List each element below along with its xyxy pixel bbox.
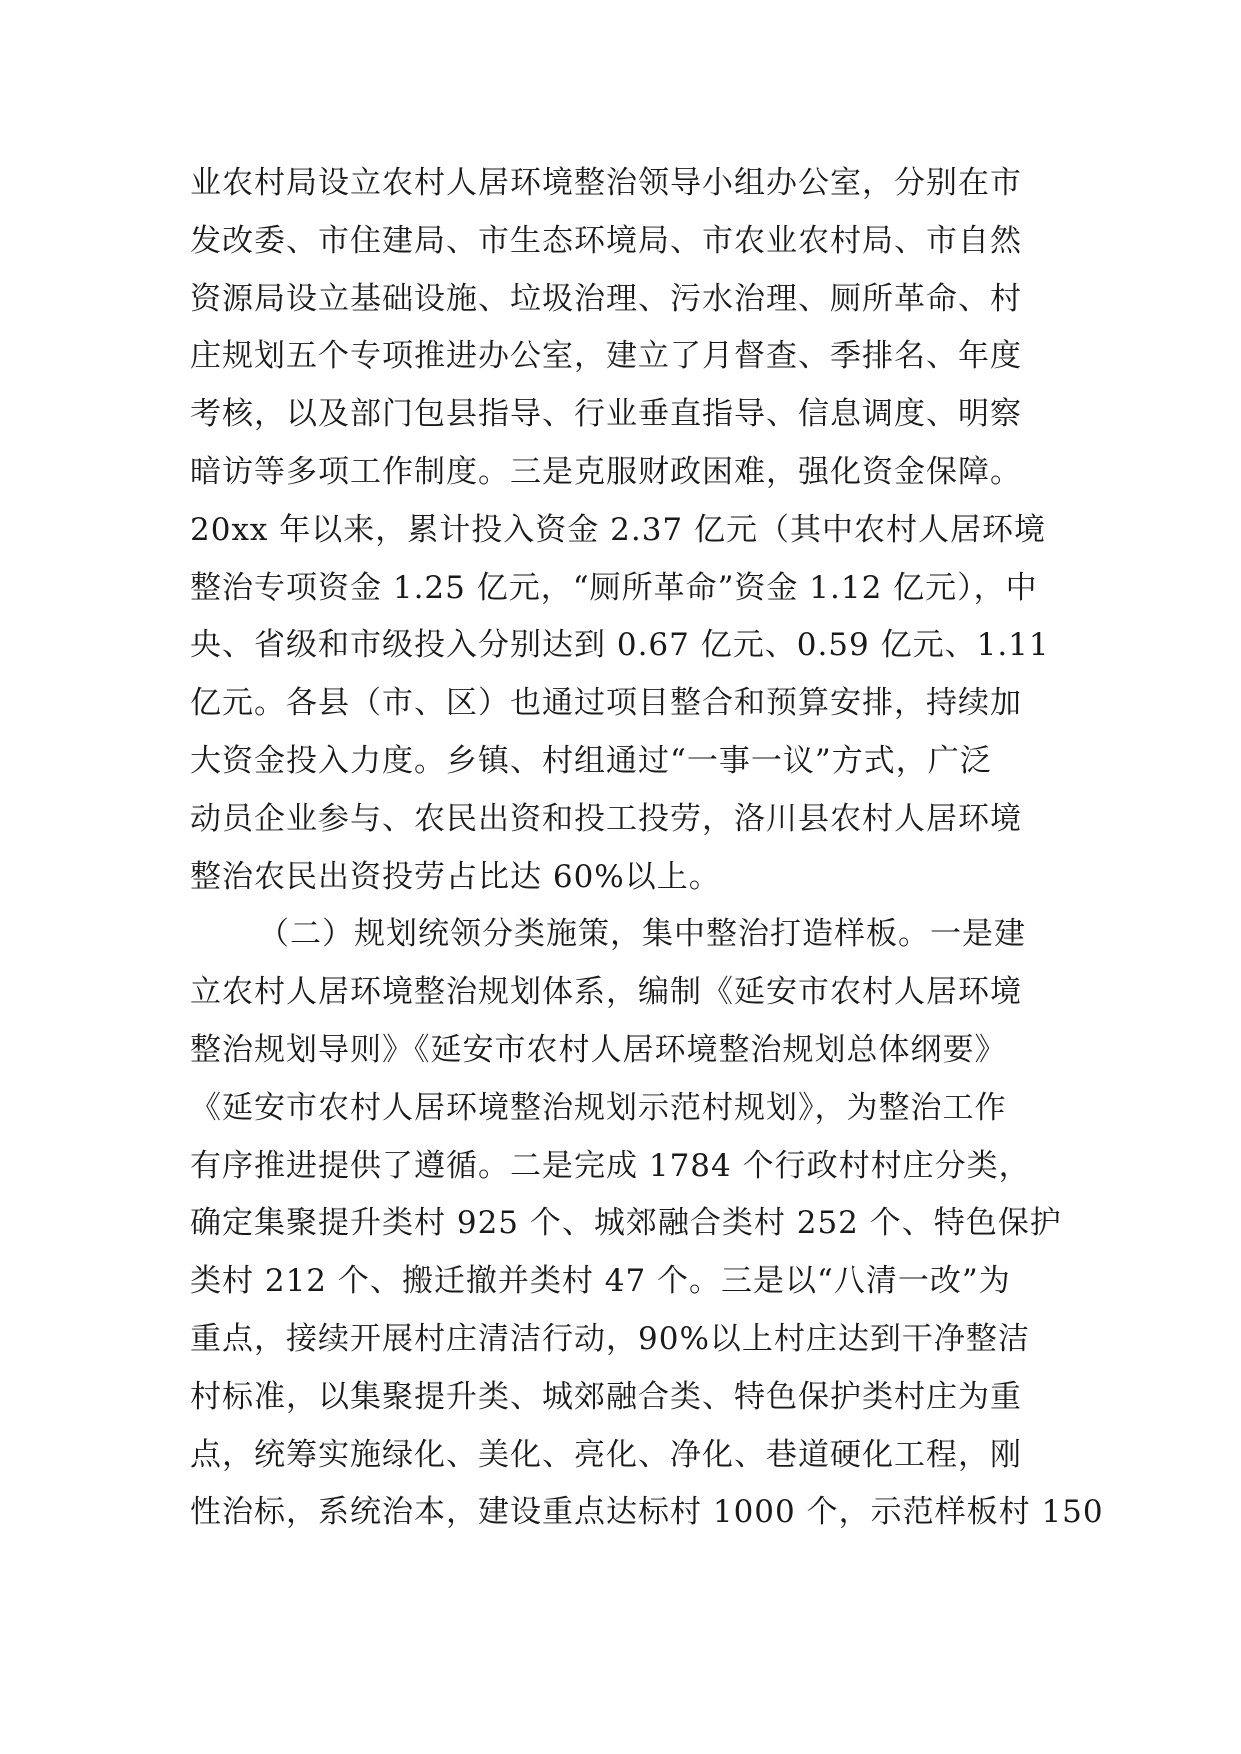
text-line: 整治专项资金 1.25 亿元，“厕所革命”资金 1.12 亿元），中 xyxy=(190,569,1038,606)
text-line: 整治规划导则》《延安市农村人居环境整治规划总体纲要》 xyxy=(190,1031,1007,1068)
text-line: 央、省级和市级投入分别达到 0.67 亿元、0.59 亿元、1.11 xyxy=(190,627,1050,664)
text-line: 业农村局设立农村人居环境整治领导小组办公室，分别在市 xyxy=(190,165,1022,201)
text-line: 点，统筹实施绿化、美化、亮化、净化、巷道硬化工程，刚 xyxy=(190,1436,1022,1473)
text-line: 暗访等多项工作制度。三是克服财政困难，强化资金保障。 xyxy=(190,453,1022,490)
text-line: 类村 212 个、搬迁撤并类村 47 个。三是以“八清一改”为 xyxy=(190,1263,1011,1300)
text-line: 重点，接续开展村庄清洁行动，90%以上村庄达到干净整洁 xyxy=(190,1320,1030,1357)
text-line: 立农村人居环境整治规划体系，编制《延安市农村人居环境 xyxy=(190,974,1022,1011)
text-line: 考核，以及部门包县指导、行业垂直指导、信息调度、明察 xyxy=(190,396,1022,433)
text-line: 《延安市农村人居环境整治规划示范村规划》，为整治工作 xyxy=(190,1089,1007,1126)
text-line: 20xx 年以来，累计投入资金 2.37 亿元（其中农村人居环境 xyxy=(190,511,1046,548)
text-line: 性治标，系统治本，建设重点达标村 1000 个，示范样板村 150 xyxy=(190,1494,1104,1531)
body-text xyxy=(190,155,1104,1542)
text-line: 整治农民出资投劳占比达 60%以上。 xyxy=(190,858,721,895)
text-line: 发改委、市住建局、市生态环境局、市农业农村局、市自然 xyxy=(190,222,1022,259)
text-line: 村标准，以集聚提升类、城郊融合类、特色保护类村庄为重 xyxy=(190,1378,1022,1415)
text-line: 有序推进提供了遵循。二是完成 1784 个行政村村庄分类， xyxy=(190,1147,1031,1184)
section-heading-line: （二）规划统领分类施策，集中整治打造样板。一是建 xyxy=(258,916,1026,953)
text-line: 资源局设立基础设施、垃圾治理、污水治理、厕所革命、村 xyxy=(190,280,1022,317)
text-line: 确定集聚提升类村 925 个、城郊融合类村 252 个、特色保护 xyxy=(190,1205,1062,1242)
text-line: 庄规划五个专项推进办公室，建立了月督查、季排名、年度 xyxy=(190,338,1022,375)
text-line: 大资金投入力度。乡镇、村组通过“一事一议”方式，广泛 xyxy=(190,742,992,779)
text-line: 亿元。各县（市、区）也通过项目整合和预算安排，持续加 xyxy=(190,685,1022,722)
text-line: 动员企业参与、农民出资和投工投劳，洛川县农村人居环境 xyxy=(190,800,1022,837)
